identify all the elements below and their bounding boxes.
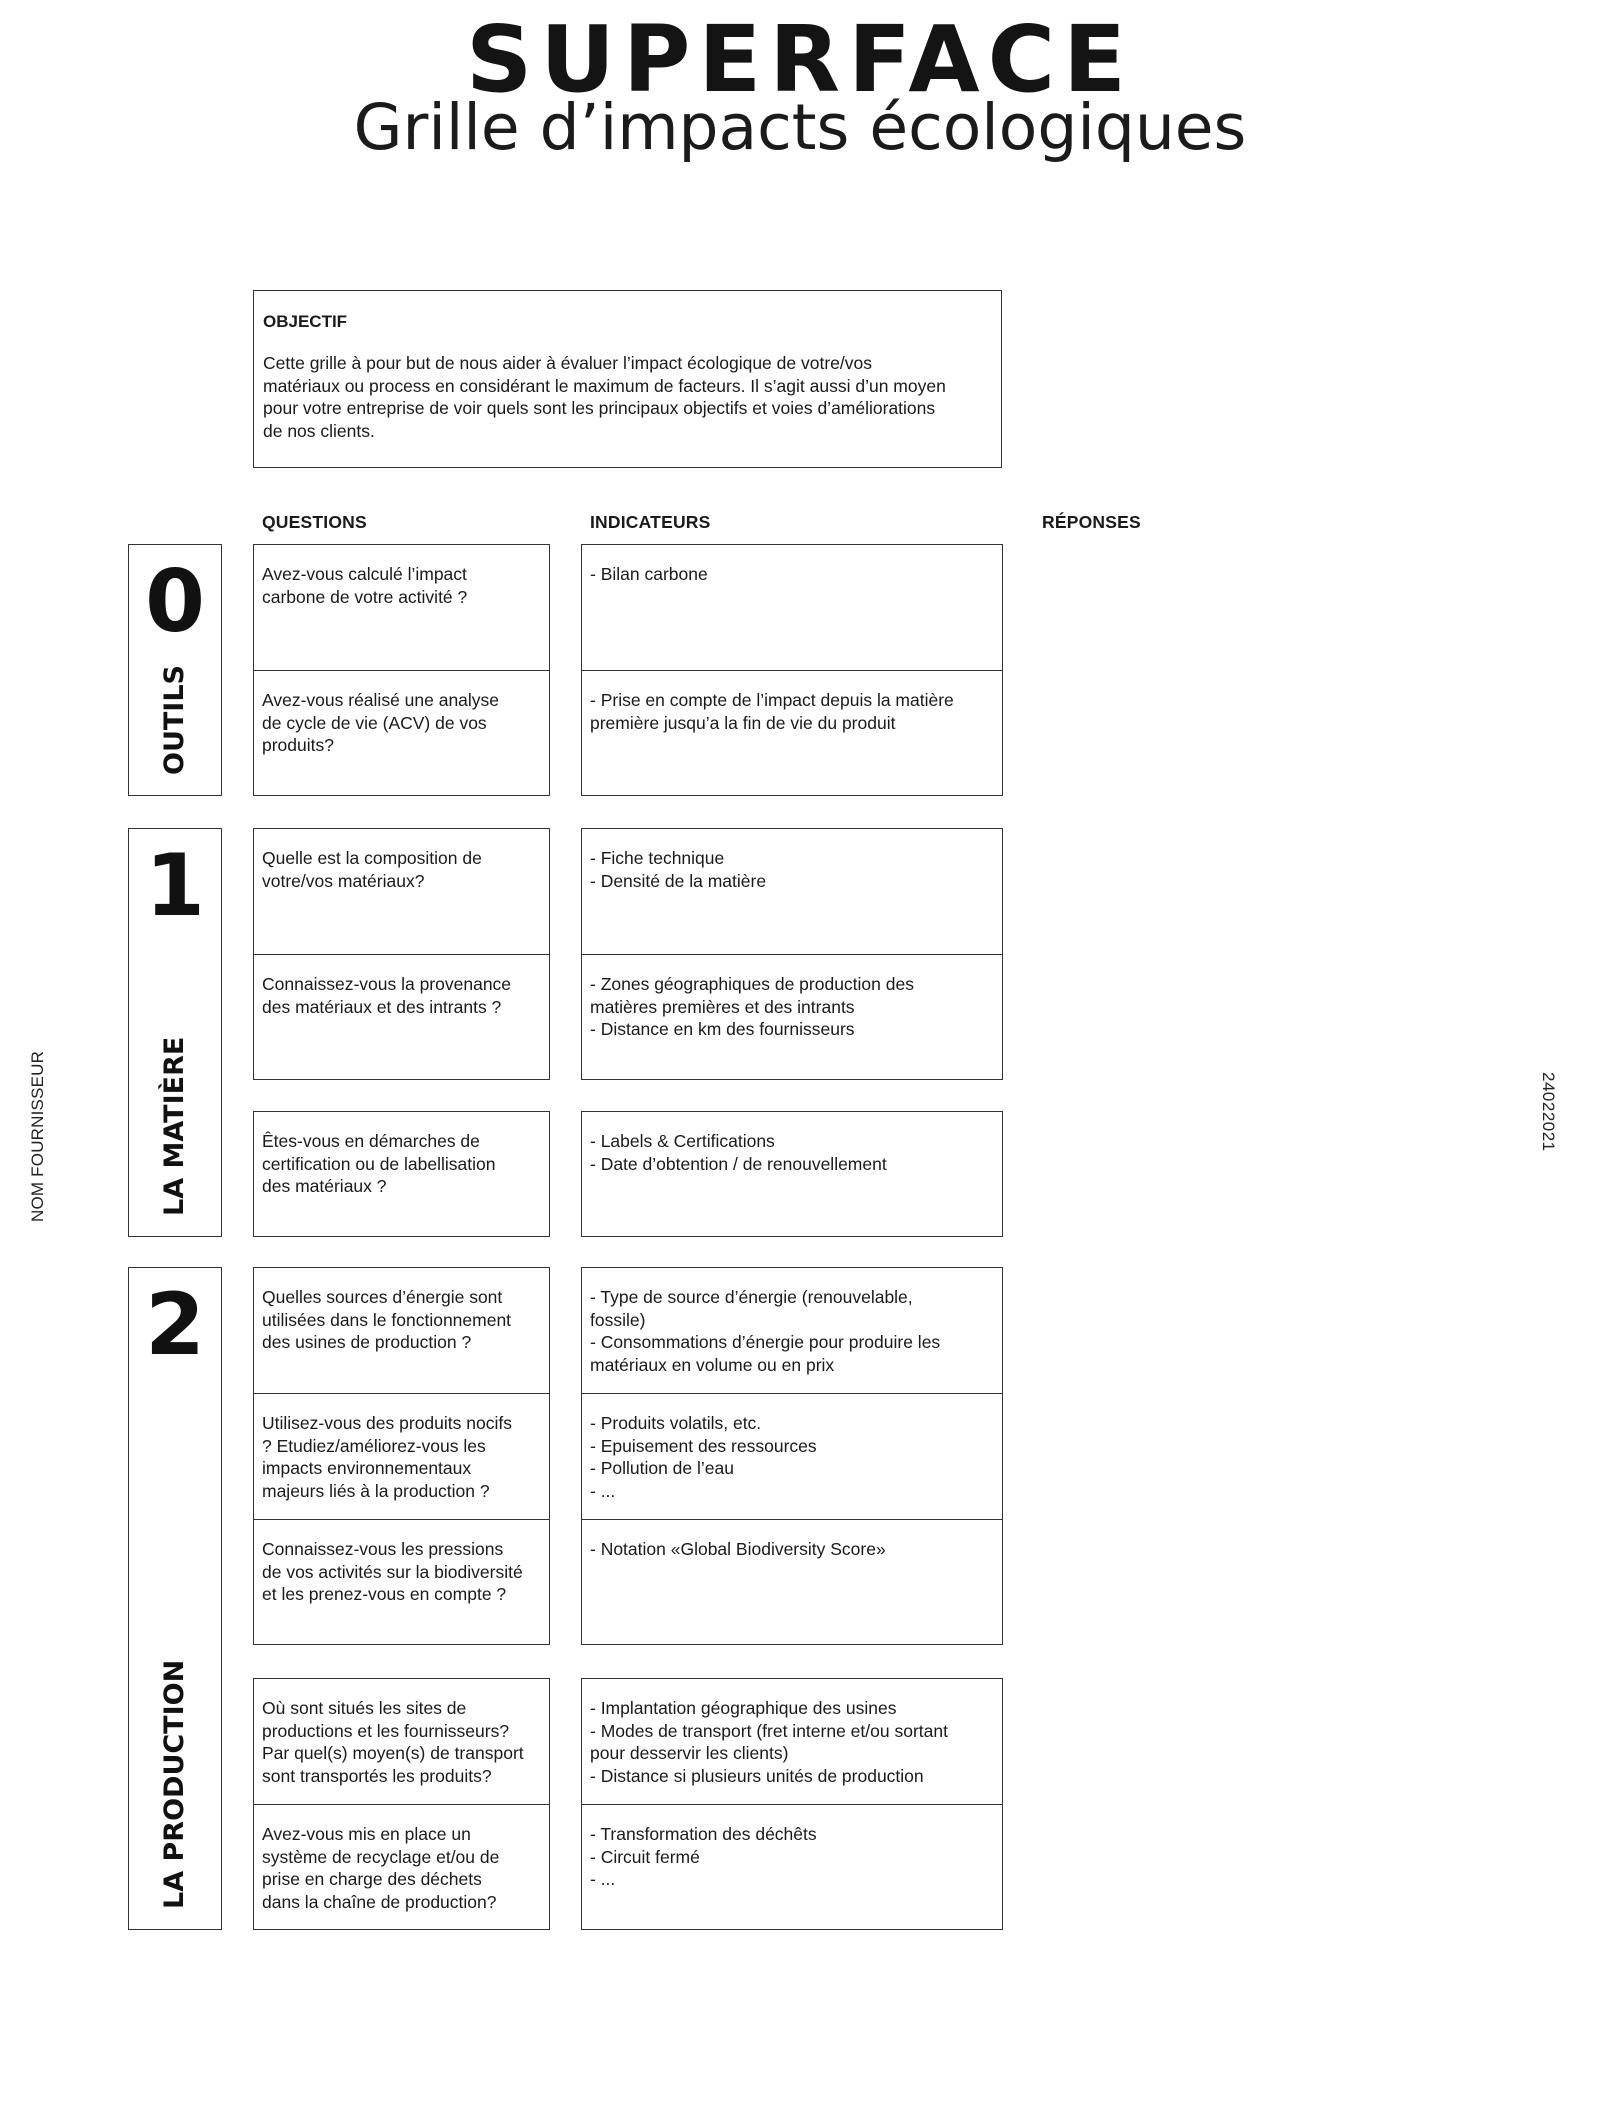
question-line: majeurs liés à la production ? (262, 1480, 490, 1501)
column-header-indicators: INDICATEURS (590, 512, 711, 532)
question-line: productions et les fournisseurs? (262, 1720, 510, 1741)
indicator-line: fossile) (590, 1309, 646, 1330)
indicator-line: - Implantation géographique des usines (590, 1698, 897, 1718)
indicators-cell (581, 1111, 1003, 1237)
indicators-cell (581, 828, 1003, 1080)
question-text (262, 973, 547, 1018)
row-divider (582, 954, 1002, 955)
questions-cell (253, 544, 550, 796)
question-line: de cycle de vie (ACV) de vos (262, 712, 487, 733)
objective-line: de nos clients. (263, 420, 375, 441)
question-line: Avez-vous calculé l’impact (262, 564, 467, 584)
supplier-name-label: NOM FOURNISSEUR (28, 1050, 47, 1222)
question-line: sont transportés les produits? (262, 1765, 492, 1786)
question-line: et les prenez-vous en compte ? (262, 1584, 507, 1604)
question-line: des matériaux ? (262, 1176, 387, 1196)
section-label: LA PRODUCTION (159, 1659, 190, 1909)
indicators-cell (581, 1678, 1003, 1930)
question-line: Quelles sources d’énergie sont (262, 1287, 503, 1307)
row-divider (582, 1519, 1002, 1520)
objective-line: pour votre entreprise de voir quels sont les principaux objectifs et voies d’améliorations (263, 398, 936, 418)
column-header-questions: QUESTIONS (262, 512, 367, 532)
row-divider (582, 1393, 1002, 1394)
question-text (262, 563, 547, 608)
question-line: produits? (262, 735, 334, 755)
indicator-line: - Densité de la matière (590, 870, 767, 891)
row-divider (582, 1804, 1002, 1805)
row-divider (582, 670, 1002, 671)
indicator-line: - Prise en compte de l’impact depuis la matière (590, 690, 954, 710)
question-line: Quelle est la composition de (262, 848, 482, 868)
questions-cell (253, 1678, 550, 1930)
indicator-line: - ... (590, 1869, 616, 1889)
question-line: carbone de votre activité ? (262, 586, 468, 607)
section-label: OUTILS (159, 665, 190, 775)
question-line: utilisées dans le fonctionnement (262, 1309, 512, 1330)
indicator-text (590, 1286, 1000, 1376)
indicator-line: - Produits volatils, etc. (590, 1413, 762, 1433)
section-label: LA MATIÈRE (159, 1036, 190, 1216)
question-text (262, 1823, 547, 1913)
indicator-line: - Bilan carbone (590, 564, 708, 584)
indicators-cell (581, 1267, 1003, 1645)
question-text (262, 689, 547, 757)
indicator-line: - Epuisement des ressources (590, 1435, 817, 1456)
question-line: des usines de production ? (262, 1332, 472, 1352)
question-line: ? Etudiez/améliorez-vous les (262, 1435, 486, 1456)
indicator-line: - Circuit fermé (590, 1846, 700, 1867)
indicator-text (590, 563, 1000, 586)
indicator-line: - Pollution de l’eau (590, 1458, 734, 1478)
indicators-cell (581, 544, 1003, 796)
section-number: 2 (145, 1275, 205, 1375)
indicator-line: - Type de source d’énergie (renouvelable, (590, 1287, 913, 1307)
question-line: impacts environnementaux (262, 1458, 472, 1478)
questions-cell (253, 1267, 550, 1645)
question-line: votre/vos matériaux? (262, 870, 425, 891)
row-divider (254, 1519, 549, 1520)
indicator-line: - Date d’obtention / de renouvellement (590, 1153, 887, 1174)
indicator-text (590, 1823, 1000, 1891)
question-text (262, 1130, 547, 1198)
indicator-line: pour desservir les clients) (590, 1743, 789, 1763)
question-line: Avez-vous réalisé une analyse (262, 690, 500, 710)
question-line: Où sont situés les sites de (262, 1698, 467, 1718)
indicator-line: - Zones géographiques de production des (590, 974, 914, 994)
question-line: de vos activités sur la biodiversité (262, 1561, 523, 1582)
objective-line: matériaux ou process en considérant le maximum de facteurs. Il s’agit aussi d’un moyen (263, 375, 946, 396)
page-subtitle: Grille d’impacts écologiques (353, 91, 1247, 164)
indicator-text (590, 1130, 1000, 1175)
question-line: Avez-vous mis en place un (262, 1824, 471, 1844)
question-text (262, 1286, 547, 1354)
questions-cell (253, 1111, 550, 1237)
indicator-line: - Distance en km des fournisseurs (590, 1019, 855, 1039)
indicator-line: - Notation «Global Biodiversity Score» (590, 1539, 886, 1559)
indicator-line: matériaux en volume ou en prix (590, 1354, 835, 1375)
date-label: 24022021 (1539, 1072, 1558, 1152)
question-line: Par quel(s) moyen(s) de transport (262, 1743, 524, 1763)
question-line: Utilisez-vous des produits nocifs (262, 1413, 512, 1433)
objective-line: Cette grille à pour but de nous aider à évaluer l’impact écologique de votre/vos (263, 353, 872, 373)
indicator-line: - Consommations d’énergie pour produire les (590, 1332, 941, 1352)
brand-title: SUPERFACE (466, 6, 1134, 113)
indicator-line: première jusqu’a la fin de vie du produit (590, 712, 896, 733)
row-divider (254, 1393, 549, 1394)
indicator-line: - Fiche technique (590, 848, 725, 868)
question-line: Connaissez-vous la provenance (262, 974, 512, 994)
question-line: Êtes-vous en démarches de (262, 1131, 480, 1151)
row-divider (254, 954, 549, 955)
indicator-text (590, 973, 1000, 1041)
section-number: 0 (145, 552, 205, 652)
question-text (262, 847, 547, 892)
section-box (128, 1267, 222, 1930)
indicator-line: - Distance si plusieurs unités de production (590, 1765, 924, 1786)
indicator-text (590, 689, 1000, 734)
row-divider (254, 670, 549, 671)
indicator-text (590, 1412, 1000, 1502)
section-box (128, 828, 222, 1237)
question-line: dans la chaîne de production? (262, 1891, 497, 1912)
objective-text (263, 352, 993, 442)
objective-title: OBJECTIF (263, 312, 348, 331)
question-line: système de recyclage et/ou de (262, 1846, 500, 1867)
question-line: certification ou de labellisation (262, 1153, 496, 1174)
indicator-line: - Transformation des déchêts (590, 1824, 817, 1844)
indicator-text (590, 847, 1000, 892)
section-number: 1 (145, 836, 205, 936)
questions-cell (253, 828, 550, 1080)
indicator-line: - Labels & Certifications (590, 1131, 775, 1151)
question-line: prise en charge des déchets (262, 1869, 482, 1889)
indicator-text (590, 1697, 1000, 1787)
objective-box (253, 290, 1002, 468)
question-text (262, 1412, 547, 1502)
question-text (262, 1697, 547, 1787)
question-line: Connaissez-vous les pressions (262, 1539, 504, 1559)
indicator-line: - ... (590, 1480, 616, 1501)
section-box (128, 544, 222, 796)
indicator-line: - Modes de transport (fret interne et/ou sortant (590, 1720, 948, 1741)
row-divider (254, 1804, 549, 1805)
indicator-text (590, 1538, 1000, 1561)
question-text (262, 1538, 547, 1606)
column-header-answers: RÉPONSES (1042, 512, 1141, 532)
indicator-line: matières premières et des intrants (590, 996, 855, 1017)
question-line: des matériaux et des intrants ? (262, 996, 502, 1017)
